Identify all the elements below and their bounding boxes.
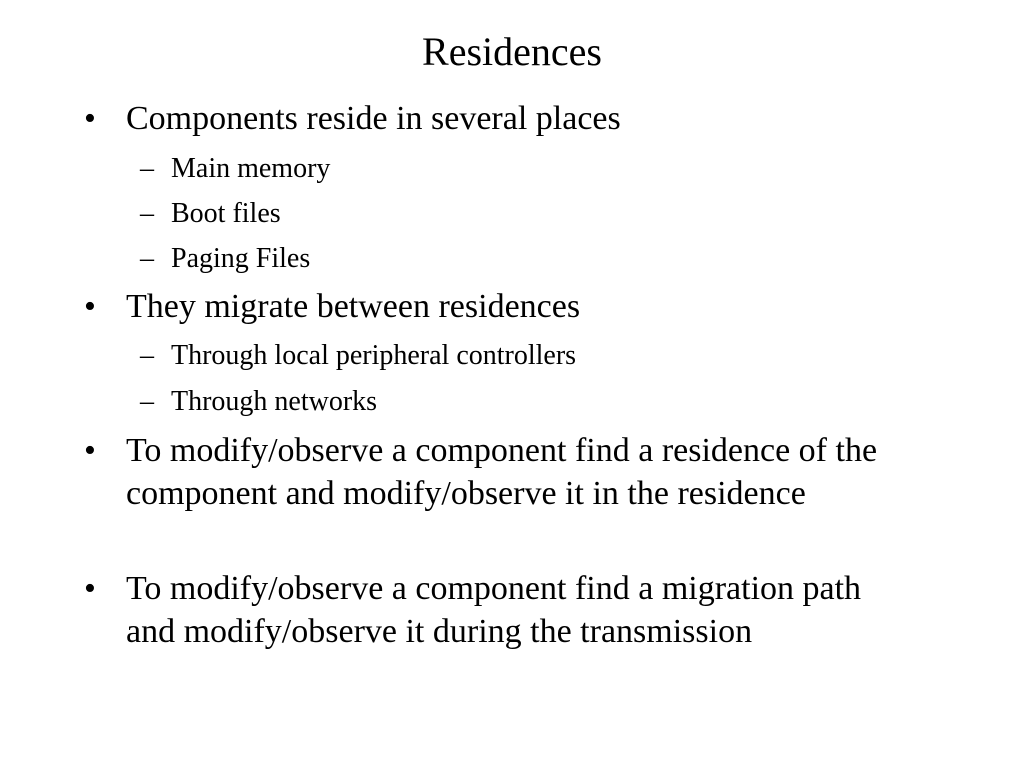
bullet-marker: • [84, 100, 96, 137]
sub-bullet-marker: – [140, 340, 154, 371]
sub-bullet-text: Main memory [171, 153, 331, 184]
bullet-text: To modify/observe a component find a residence of the component and modify/observe it in the residence [126, 432, 878, 512]
bullet-marker: • [84, 570, 96, 607]
sub-bullet-marker: – [140, 386, 154, 417]
bullet-marker: • [84, 288, 96, 325]
sub-bullet-text: Through networks [171, 386, 378, 417]
bullet-text: Components reside in several places [126, 100, 621, 137]
sub-bullet-text: Paging Files [171, 243, 311, 274]
slide-title: Residences [422, 29, 602, 74]
sub-bullet-text: Boot files [171, 198, 281, 229]
sub-bullet-marker: – [140, 153, 154, 184]
sub-bullet-marker: – [140, 198, 154, 229]
sub-bullet-marker: – [140, 243, 154, 274]
bullet-text: To modify/observe a component find a migration path and modify/observe it during the transmission [126, 570, 862, 650]
bullet-marker: • [84, 432, 96, 469]
sub-bullet-text: Through local peripheral controllers [171, 340, 577, 371]
bullet-text: They migrate between residences [126, 288, 581, 325]
